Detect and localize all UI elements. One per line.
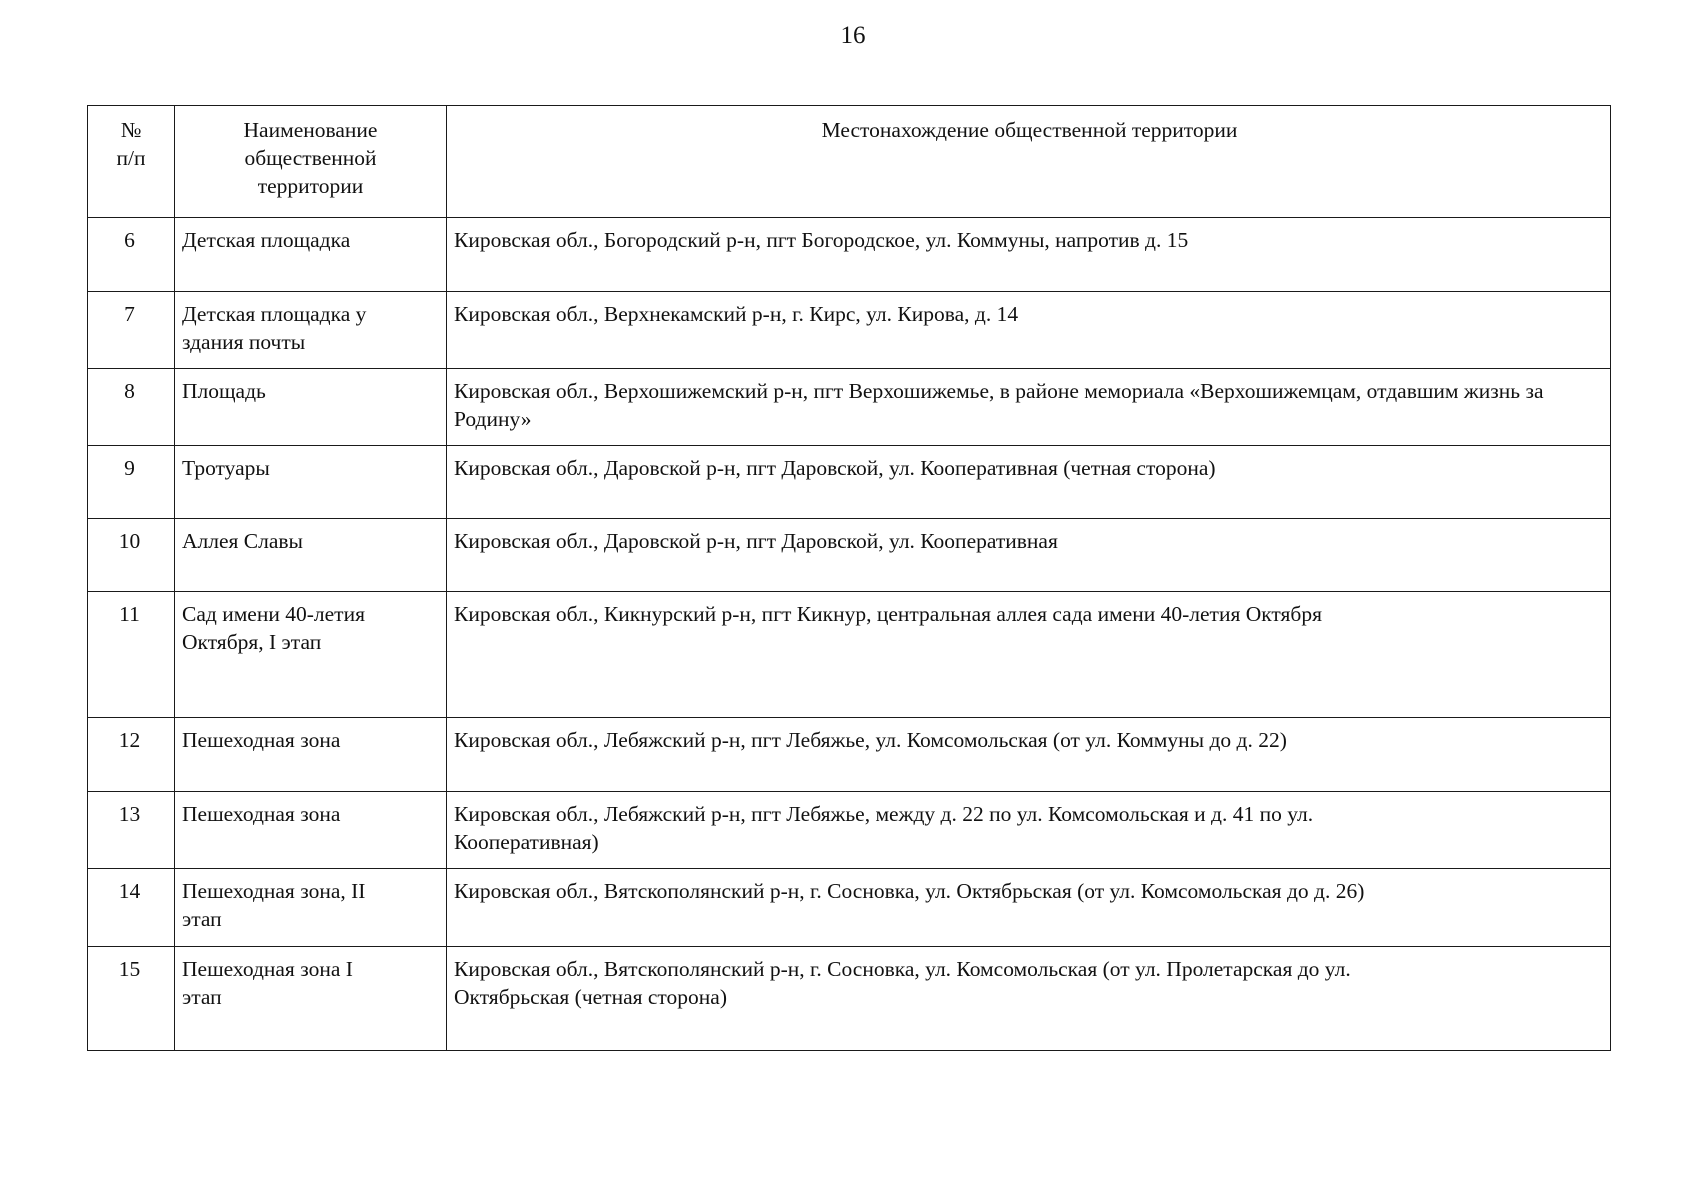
row-name: Пешеходная зона I этап bbox=[175, 947, 447, 1051]
row-location: Кировская обл., Вятскополянский р-н, г. Сосновка, ул. Октябрьская (от ул. Комсомольская до д. 26) bbox=[447, 869, 1611, 947]
page-number: 16 bbox=[840, 22, 866, 49]
territories-table bbox=[87, 105, 1611, 1051]
row-name: Сад имени 40-летия Октября, I этап bbox=[175, 592, 447, 718]
row-location: Кировская обл., Даровской р-н, пгт Даровской, ул. Кооперативная (четная сторона) bbox=[447, 446, 1611, 519]
row-location: Кировская обл., Вятскополянский р-н, г. Сосновка, ул. Комсомольская (от ул. Пролетарская до ул. Октябрьская (четная сторона) bbox=[447, 947, 1611, 1051]
row-location: Кировская обл., Лебяжский р-н, пгт Лебяжье, между д. 22 по ул. Комсомольская и д. 41 по ул. Кооперативная) bbox=[447, 792, 1611, 869]
row-num: 6 bbox=[88, 218, 175, 292]
row-num: 14 bbox=[88, 869, 175, 947]
row-num: 15 bbox=[88, 947, 175, 1051]
header-location: Местонахождение общественной территории bbox=[447, 106, 1611, 218]
row-num: 10 bbox=[88, 519, 175, 592]
row-location: Кировская обл., Даровской р-н, пгт Даровской, ул. Кооперативная bbox=[447, 519, 1611, 592]
table-row bbox=[88, 369, 1611, 446]
table-row bbox=[88, 519, 1611, 592]
row-name: Детская площадка bbox=[175, 218, 447, 292]
table-row bbox=[88, 718, 1611, 792]
table-body bbox=[88, 218, 1611, 1051]
table-row bbox=[88, 792, 1611, 869]
row-location: Кировская обл., Кикнурский р-н, пгт Кикнур, центральная аллея сада имени 40-летия Октября bbox=[447, 592, 1611, 718]
table-row bbox=[88, 592, 1611, 718]
row-name: Пешеходная зона bbox=[175, 718, 447, 792]
row-location: Кировская обл., Верхошижемский р-н, пгт Верхошижемье, в районе мемориала «Верхошижемцам, отдавшим жизнь за Родину» bbox=[447, 369, 1611, 446]
row-name: Тротуары bbox=[175, 446, 447, 519]
row-num: 13 bbox=[88, 792, 175, 869]
row-name: Пешеходная зона bbox=[175, 792, 447, 869]
row-location: Кировская обл., Лебяжский р-н, пгт Лебяжье, ул. Комсомольская (от ул. Коммуны до д. 22) bbox=[447, 718, 1611, 792]
table-row bbox=[88, 947, 1611, 1051]
row-location: Кировская обл., Верхнекамский р-н, г. Кирс, ул. Кирова, д. 14 bbox=[447, 292, 1611, 369]
row-name: Пешеходная зона, II этап bbox=[175, 869, 447, 947]
table-row bbox=[88, 869, 1611, 947]
row-num: 8 bbox=[88, 369, 175, 446]
row-location: Кировская обл., Богородский р-н, пгт Богородское, ул. Коммуны, напротив д. 15 bbox=[447, 218, 1611, 292]
table-row bbox=[88, 218, 1611, 292]
row-name: Аллея Славы bbox=[175, 519, 447, 592]
header-name: Наименование общественной территории bbox=[175, 106, 447, 218]
row-num: 9 bbox=[88, 446, 175, 519]
table-header bbox=[88, 106, 1611, 218]
table-row bbox=[88, 446, 1611, 519]
row-name: Площадь bbox=[175, 369, 447, 446]
row-num: 12 bbox=[88, 718, 175, 792]
header-row bbox=[88, 106, 1611, 218]
table-row bbox=[88, 292, 1611, 369]
row-num: 11 bbox=[88, 592, 175, 718]
row-num: 7 bbox=[88, 292, 175, 369]
row-name: Детская площадка у здания почты bbox=[175, 292, 447, 369]
header-num: № п/п bbox=[88, 106, 175, 218]
